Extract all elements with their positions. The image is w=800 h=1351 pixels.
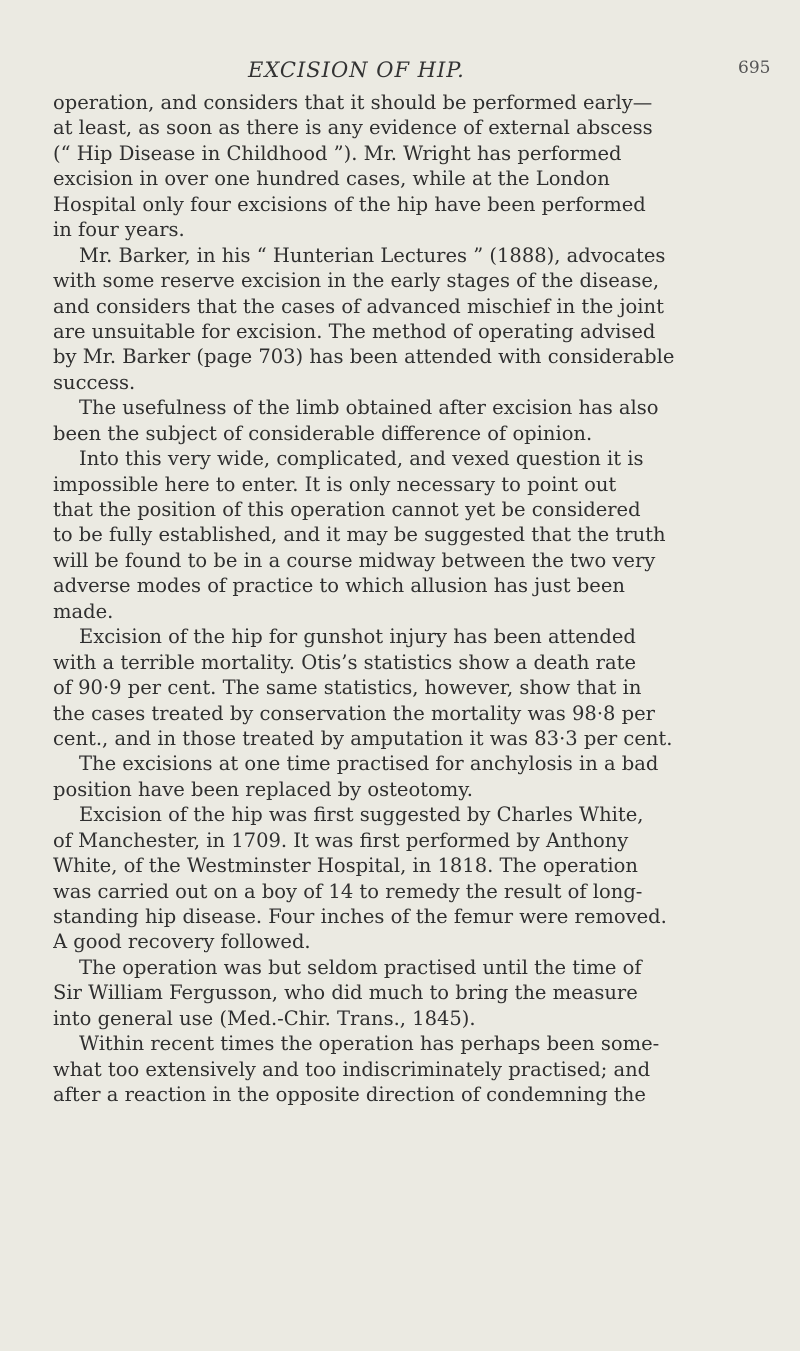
text-line: A good recovery followed. <box>53 930 311 954</box>
text-line: White, of the Westminster Hospital, in 1818. The operation <box>53 854 638 878</box>
body-text <box>53 90 745 1108</box>
text-line: and considers that the cases of advanced mischief in the joint <box>53 294 664 318</box>
text-line: Sir William Fergusson, who did much to bring the measure <box>53 981 638 1005</box>
text-line: Hospital only four excisions of the hip have been performed <box>53 192 646 216</box>
text-line: what too extensively and too indiscriminately practised; and <box>53 1057 651 1081</box>
text-line: success. <box>53 370 136 394</box>
text-line: The operation was but seldom practised until the time of <box>79 955 642 979</box>
running-head <box>0 54 800 86</box>
text-line: with a terrible mortality. Otis’s statistics show a death rate <box>53 650 637 674</box>
text-line: The usefulness of the limb obtained after excision has also <box>79 396 659 420</box>
text-line: of Manchester, in 1709. It was first performed by Anthony <box>53 828 629 852</box>
running-title: EXCISION OF HIP. <box>248 58 465 82</box>
text-line: Mr. Barker, in his “ Hunterian Lectures ” (1888), advocates <box>79 243 666 267</box>
text-line: Into this very wide, complicated, and vexed question it is <box>79 447 644 471</box>
text-line: to be fully established, and it may be suggested that the truth <box>53 523 666 547</box>
text-line: Within recent times the operation has perhaps been some- <box>79 1032 660 1056</box>
text-line: will be found to be in a course midway between the two very <box>53 548 656 572</box>
text-line: The excisions at one time practised for anchylosis in a bad <box>79 752 659 776</box>
text-line: position have been replaced by osteotomy. <box>53 777 473 801</box>
text-line: (“ Hip Disease in Childhood ”). Mr. Wright has performed <box>53 141 622 165</box>
text-line: operation, and considers that it should be performed early— <box>53 91 653 114</box>
text-line: standing hip disease. Four inches of the femur were removed. <box>53 905 667 928</box>
text-line: impossible here to enter. It is only necessary to point out <box>53 472 617 496</box>
text-line: cent., and in those treated by amputation it was 83·3 per cent. <box>53 726 673 750</box>
text-line: of 90·9 per cent. The same statistics, however, show that in <box>53 676 642 700</box>
text-line: at least, as soon as there is any evidence of external abscess <box>53 116 653 140</box>
text-line: made. <box>53 599 114 623</box>
text-line: that the position of this operation cannot yet be considered <box>53 498 641 521</box>
text-line: excision in over one hundred cases, while at the London <box>53 167 610 191</box>
text-line: Excision of the hip for gunshot injury has been attended <box>79 625 636 649</box>
page-number: 695 <box>738 58 771 78</box>
text-line: the cases treated by conservation the mortality was 98·8 per <box>53 701 655 725</box>
text-line: by Mr. Barker (page 703) has been attended with considerable <box>53 345 675 369</box>
text-line: was carried out on a boy of 14 to remedy the result of long- <box>53 879 643 903</box>
text-line: after a reaction in the opposite direction of condemning the <box>53 1083 646 1107</box>
text-line: been the subject of considerable difference of opinion. <box>53 421 593 445</box>
text-line: in four years. <box>53 218 185 242</box>
text-line: Excision of the hip was first suggested by Charles White, <box>79 803 644 827</box>
text-line: adverse modes of practice to which allusion has just been <box>53 574 625 598</box>
text-line: into general use (Med.-Chir. Trans., 1845). <box>53 1006 476 1030</box>
text-line: are unsuitable for excision. The method of operating advised <box>53 319 656 343</box>
text-line: with some reserve excision in the early stages of the disease, <box>53 269 660 293</box>
